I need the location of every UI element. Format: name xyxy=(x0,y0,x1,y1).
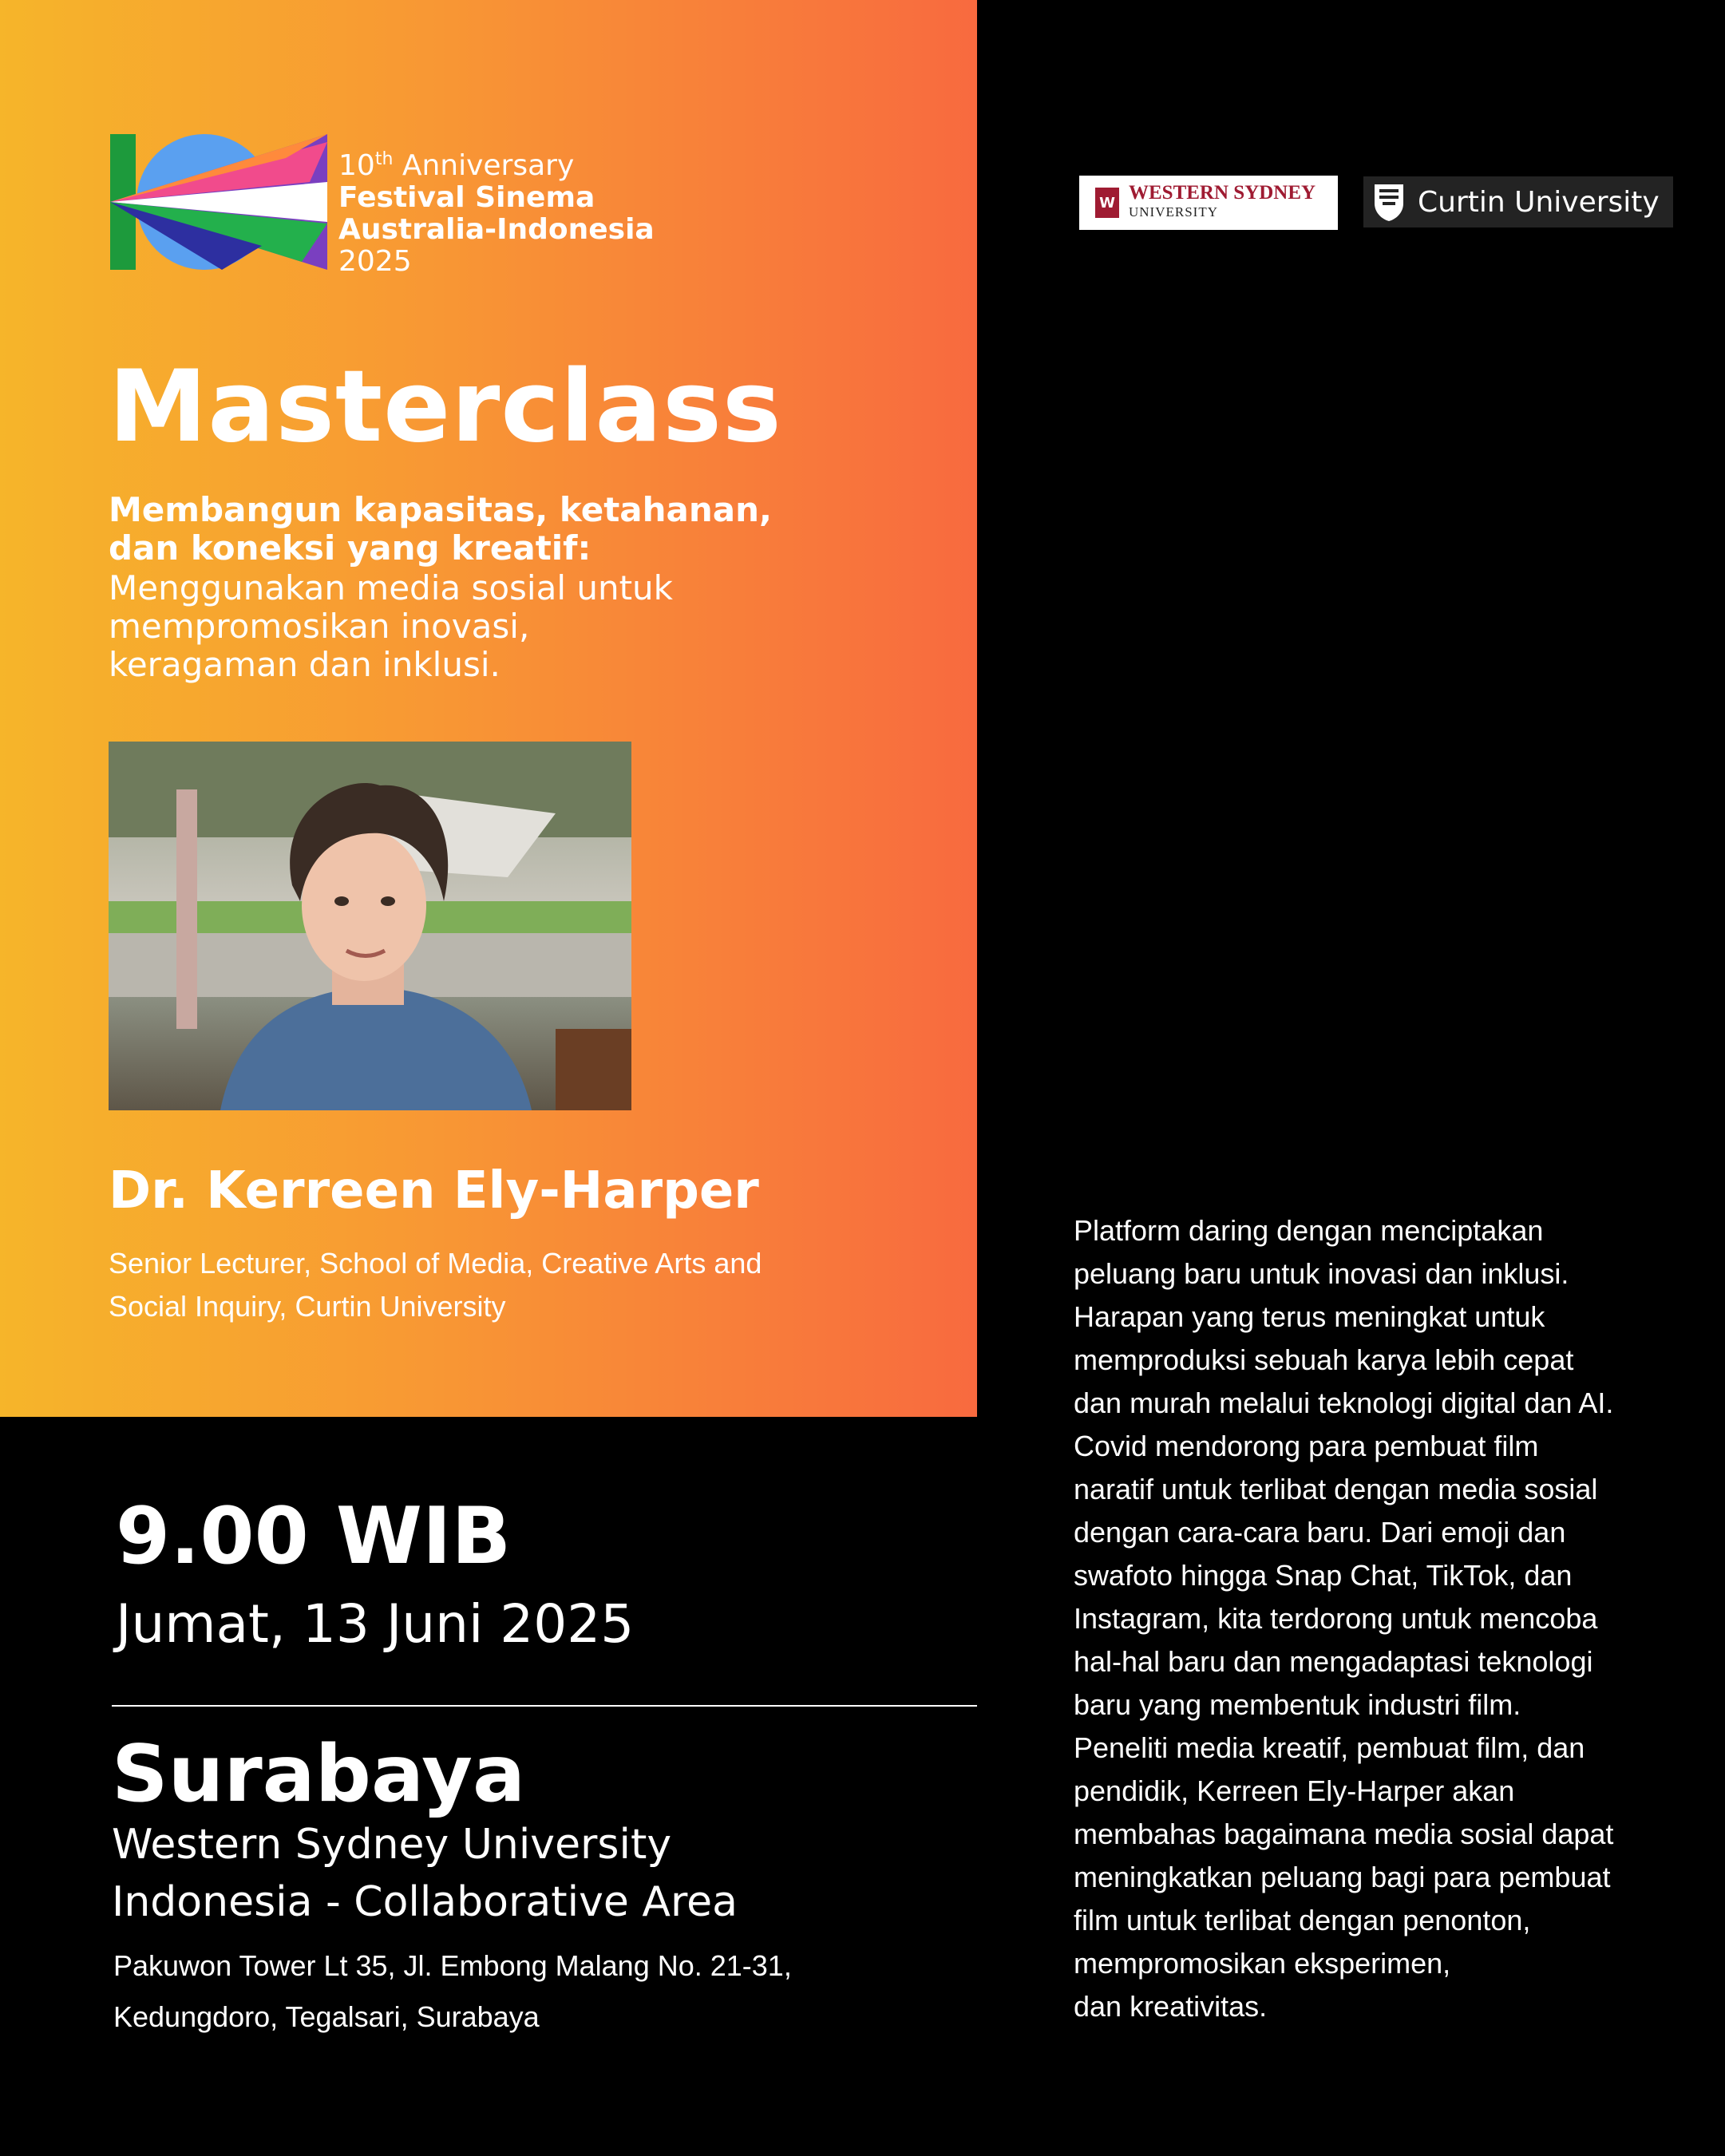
description-line: peluang baru untuk inovasi dan inklusi. xyxy=(1074,1257,1569,1290)
description-line: dan murah melalui teknologi digital dan AI. xyxy=(1074,1387,1614,1419)
subtitle-light-line-2: mempromosikan inovasi, xyxy=(109,607,530,646)
speaker-name: Dr. Kerreen Ely-Harper xyxy=(109,1161,759,1220)
curtin-university-logo xyxy=(1363,176,1673,227)
subtitle-bold-line-1: Membangun kapasitas, ketahanan, xyxy=(109,490,772,529)
festival-anniversary-sup: th xyxy=(374,149,394,169)
western-sydney-university-logo xyxy=(1079,176,1338,230)
description-line: Covid mendorong para pembuat film xyxy=(1074,1430,1539,1462)
description-line: Peneliti media kreatif, pembuat film, dan xyxy=(1074,1731,1585,1764)
event-city: Surabaya xyxy=(112,1729,526,1820)
wsu-logo-sub: UNIVERSITY xyxy=(1129,204,1218,220)
speaker-role-line-1: Senior Lecturer, School of Media, Creative Arts and xyxy=(109,1247,762,1280)
description-line: membahas bagaimana media sosial dapat xyxy=(1074,1818,1614,1850)
festival-anniversary-label: Anniversary xyxy=(393,149,575,182)
festival-10th-logo xyxy=(110,134,327,270)
description-line: dan kreativitas. xyxy=(1074,1990,1268,2023)
festival-year: 2025 xyxy=(338,245,412,278)
event-date: Jumat, 13 Juni 2025 xyxy=(116,1593,635,1655)
curtin-crest-icon xyxy=(1371,181,1407,223)
description-line: mempromosikan eksperimen, xyxy=(1074,1947,1451,1980)
event-description xyxy=(1074,1209,1680,2028)
description-line: Harapan yang terus meningkat untuk xyxy=(1074,1300,1545,1333)
event-address xyxy=(113,1940,792,2043)
venue-line-2: Indonesia - Collaborative Area xyxy=(112,1878,738,1926)
description-line: swafoto hingga Snap Chat, TikTok, dan xyxy=(1074,1559,1573,1592)
event-subtitle-bold xyxy=(109,491,875,568)
description-line: naratif untuk terlibat dengan media sosial xyxy=(1074,1473,1598,1505)
event-time: 9.00 WIB xyxy=(116,1491,512,1582)
description-line: hal-hal baru dan mengadaptasi teknologi xyxy=(1074,1645,1593,1678)
description-line: dengan cara-cara baru. Dari emoji dan xyxy=(1074,1516,1566,1549)
description-line: pendidik, Kerreen Ely-Harper akan xyxy=(1074,1774,1515,1807)
festival-name xyxy=(338,144,655,278)
description-line: Instagram, kita terdorong untuk mencoba xyxy=(1074,1602,1598,1635)
event-title: Masterclass xyxy=(109,350,782,465)
event-venue xyxy=(112,1816,738,1931)
festival-line-2: Festival Sinema xyxy=(338,181,595,214)
subtitle-light-line-3: keragaman dan inklusi. xyxy=(109,645,500,684)
description-line: meningkatkan peluang bagi para pembuat xyxy=(1074,1861,1611,1893)
festival-line-3: Australia-Indonesia xyxy=(338,213,655,246)
subtitle-bold-line-2: dan koneksi yang kreatif: xyxy=(109,528,591,568)
festival-anniversary-number: 10 xyxy=(338,149,375,182)
speaker-role xyxy=(109,1242,875,1328)
divider xyxy=(112,1705,977,1707)
address-line-1: Pakuwon Tower Lt 35, Jl. Embong Malang No. 21-31, xyxy=(113,1949,792,1982)
speaker-role-line-2: Social Inquiry, Curtin University xyxy=(109,1290,506,1323)
description-line: Platform daring dengan menciptakan xyxy=(1074,1214,1544,1247)
venue-line-1: Western Sydney University xyxy=(112,1821,672,1869)
description-line: film untuk terlibat dengan penonton, xyxy=(1074,1904,1531,1936)
speaker-photo xyxy=(109,742,631,1110)
description-line: baru yang membentuk industri film. xyxy=(1074,1688,1521,1721)
address-line-2: Kedungdoro, Tegalsari, Surabaya xyxy=(113,2000,540,2033)
description-line: memproduksi sebuah karya lebih cepat xyxy=(1074,1343,1574,1376)
wsu-logo-name: WESTERN SYDNEY xyxy=(1129,182,1316,204)
event-subtitle-light xyxy=(109,569,875,684)
subtitle-light-line-1: Menggunakan media sosial untuk xyxy=(109,568,673,607)
wsu-shield-icon: W xyxy=(1095,188,1119,218)
curtin-logo-name: Curtin University xyxy=(1418,185,1660,219)
